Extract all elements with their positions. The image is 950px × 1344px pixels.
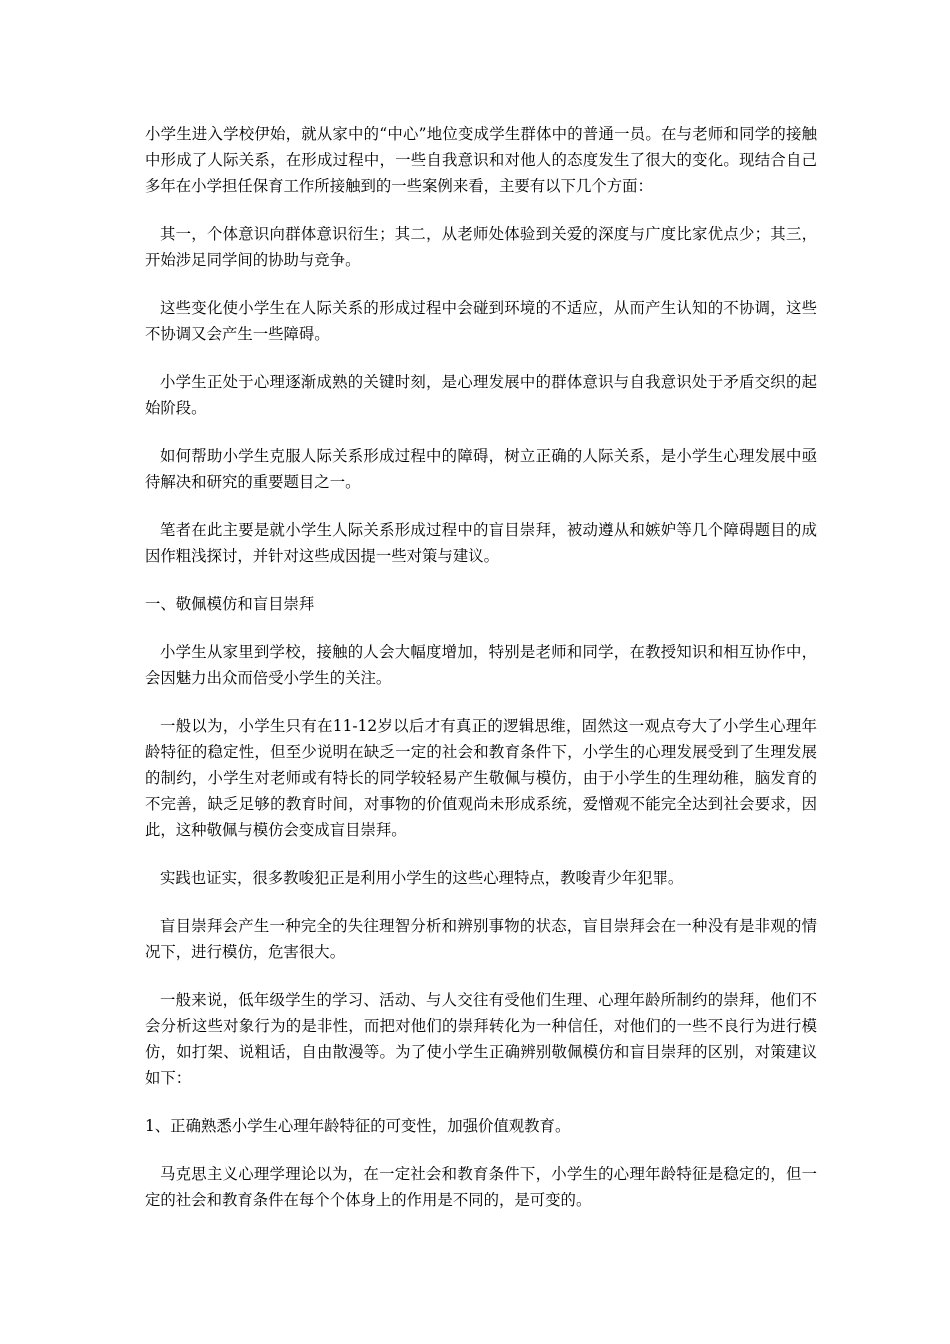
section-heading: 一、敬佩模仿和盲目崇拜 xyxy=(145,595,315,613)
from-home-to-school-paragraph: 小学生从家里到学校，接触的人会大幅度增加，特别是老师和同学，在教授知识和相互协作中，会因魅力出众而倍受小学生的关注。 xyxy=(145,643,817,687)
adaptation-paragraph: 这些变化使小学生在人际关系的形成过程中会碰到环境的不适应，从而产生认知的不协调，这些不协调又会产生一些障碍。 xyxy=(145,299,817,343)
logical-thinking-paragraph: 一般以为，小学生只有在11-12岁以后才有真正的逻辑思维，固然这一观点夸大了小学生心理年龄特征的稳定性，但至少说明在缺乏一定的社会和教育条件下，小学生的心理发展受到了生理发展的制约，小学生对老师或有特长的同学较轻易产生敬佩与模仿，由于小学生的生理幼稚，脑发育的不完善，缺乏足够的教育时间，对事物的价值观尚未形成系统，爱憎观不能完全达到社会要求，因此，这种敬佩与模仿会变成盲目崇拜。 xyxy=(145,717,817,839)
practice-proves-paragraph: 实践也证实，很多教唆犯正是利用小学生的这些心理特点，教唆青少年犯罪。 xyxy=(160,869,684,887)
changes-summary-paragraph: 其一，个体意识向群体意识衍生；其二，从老师处体验到关爱的深度与广度比家优点少；其三，开始涉足同学间的协助与竞争。 xyxy=(145,225,817,269)
lower-grades-paragraph: 一般来说，低年级学生的学习、活动、与人交往有受他们生理、心理年龄所制约的崇拜，他们不会分析这些对象行为的是非性，而把对他们的崇拜转化为一种信任，对他们的一些不良行为进行模仿，如打架、说粗话，自由散漫等。为了使小学生正确辨别敬佩模仿和盲目崇拜的区别，对策建议如下： xyxy=(145,991,817,1087)
how-to-help-paragraph: 如何帮助小学生克服人际关系形成过程中的障碍，树立正确的人际关系，是小学生心理发展中亟待解决和研究的重要题目之一。 xyxy=(145,447,817,491)
critical-stage-paragraph: 小学生正处于心理逐渐成熟的关键时刻，是心理发展中的群体意识与自我意识处于矛盾交织的起始阶段。 xyxy=(145,373,817,417)
author-scope-paragraph: 笔者在此主要是就小学生人际关系形成过程中的盲目崇拜，被动遵从和嫉妒等几个障碍题目的成因作粗浅探讨，并针对这些成因提一些对策与建议。 xyxy=(145,521,817,565)
marxist-theory-paragraph: 马克思主义心理学理论以为，在一定社会和教育条件下，小学生的心理年龄特征是稳定的，但一定的社会和教育条件在每个个体身上的作用是不同的，是可变的。 xyxy=(145,1165,817,1209)
intro-paragraph: 小学生进入学校伊始，就从家中的“中心”地位变成学生群体中的普通一员。在与老师和同学的接触中形成了人际关系，在形成过程中，一些自我意识和对他人的态度发生了很大的变化。现结合自己多年在小学担任保育工作所接触到的一些案例来看，主要有以下几个方面： xyxy=(145,125,817,195)
recommendation-heading: 1、正确熟悉小学生心理年龄特征的可变性，加强价值观教育。 xyxy=(145,1117,571,1135)
blind-worship-paragraph: 盲目崇拜会产生一种完全的失往理智分析和辨别事物的状态，盲目崇拜会在一种没有是非观的情况下，进行模仿，危害很大。 xyxy=(145,917,817,961)
document-page xyxy=(145,121,817,1235)
